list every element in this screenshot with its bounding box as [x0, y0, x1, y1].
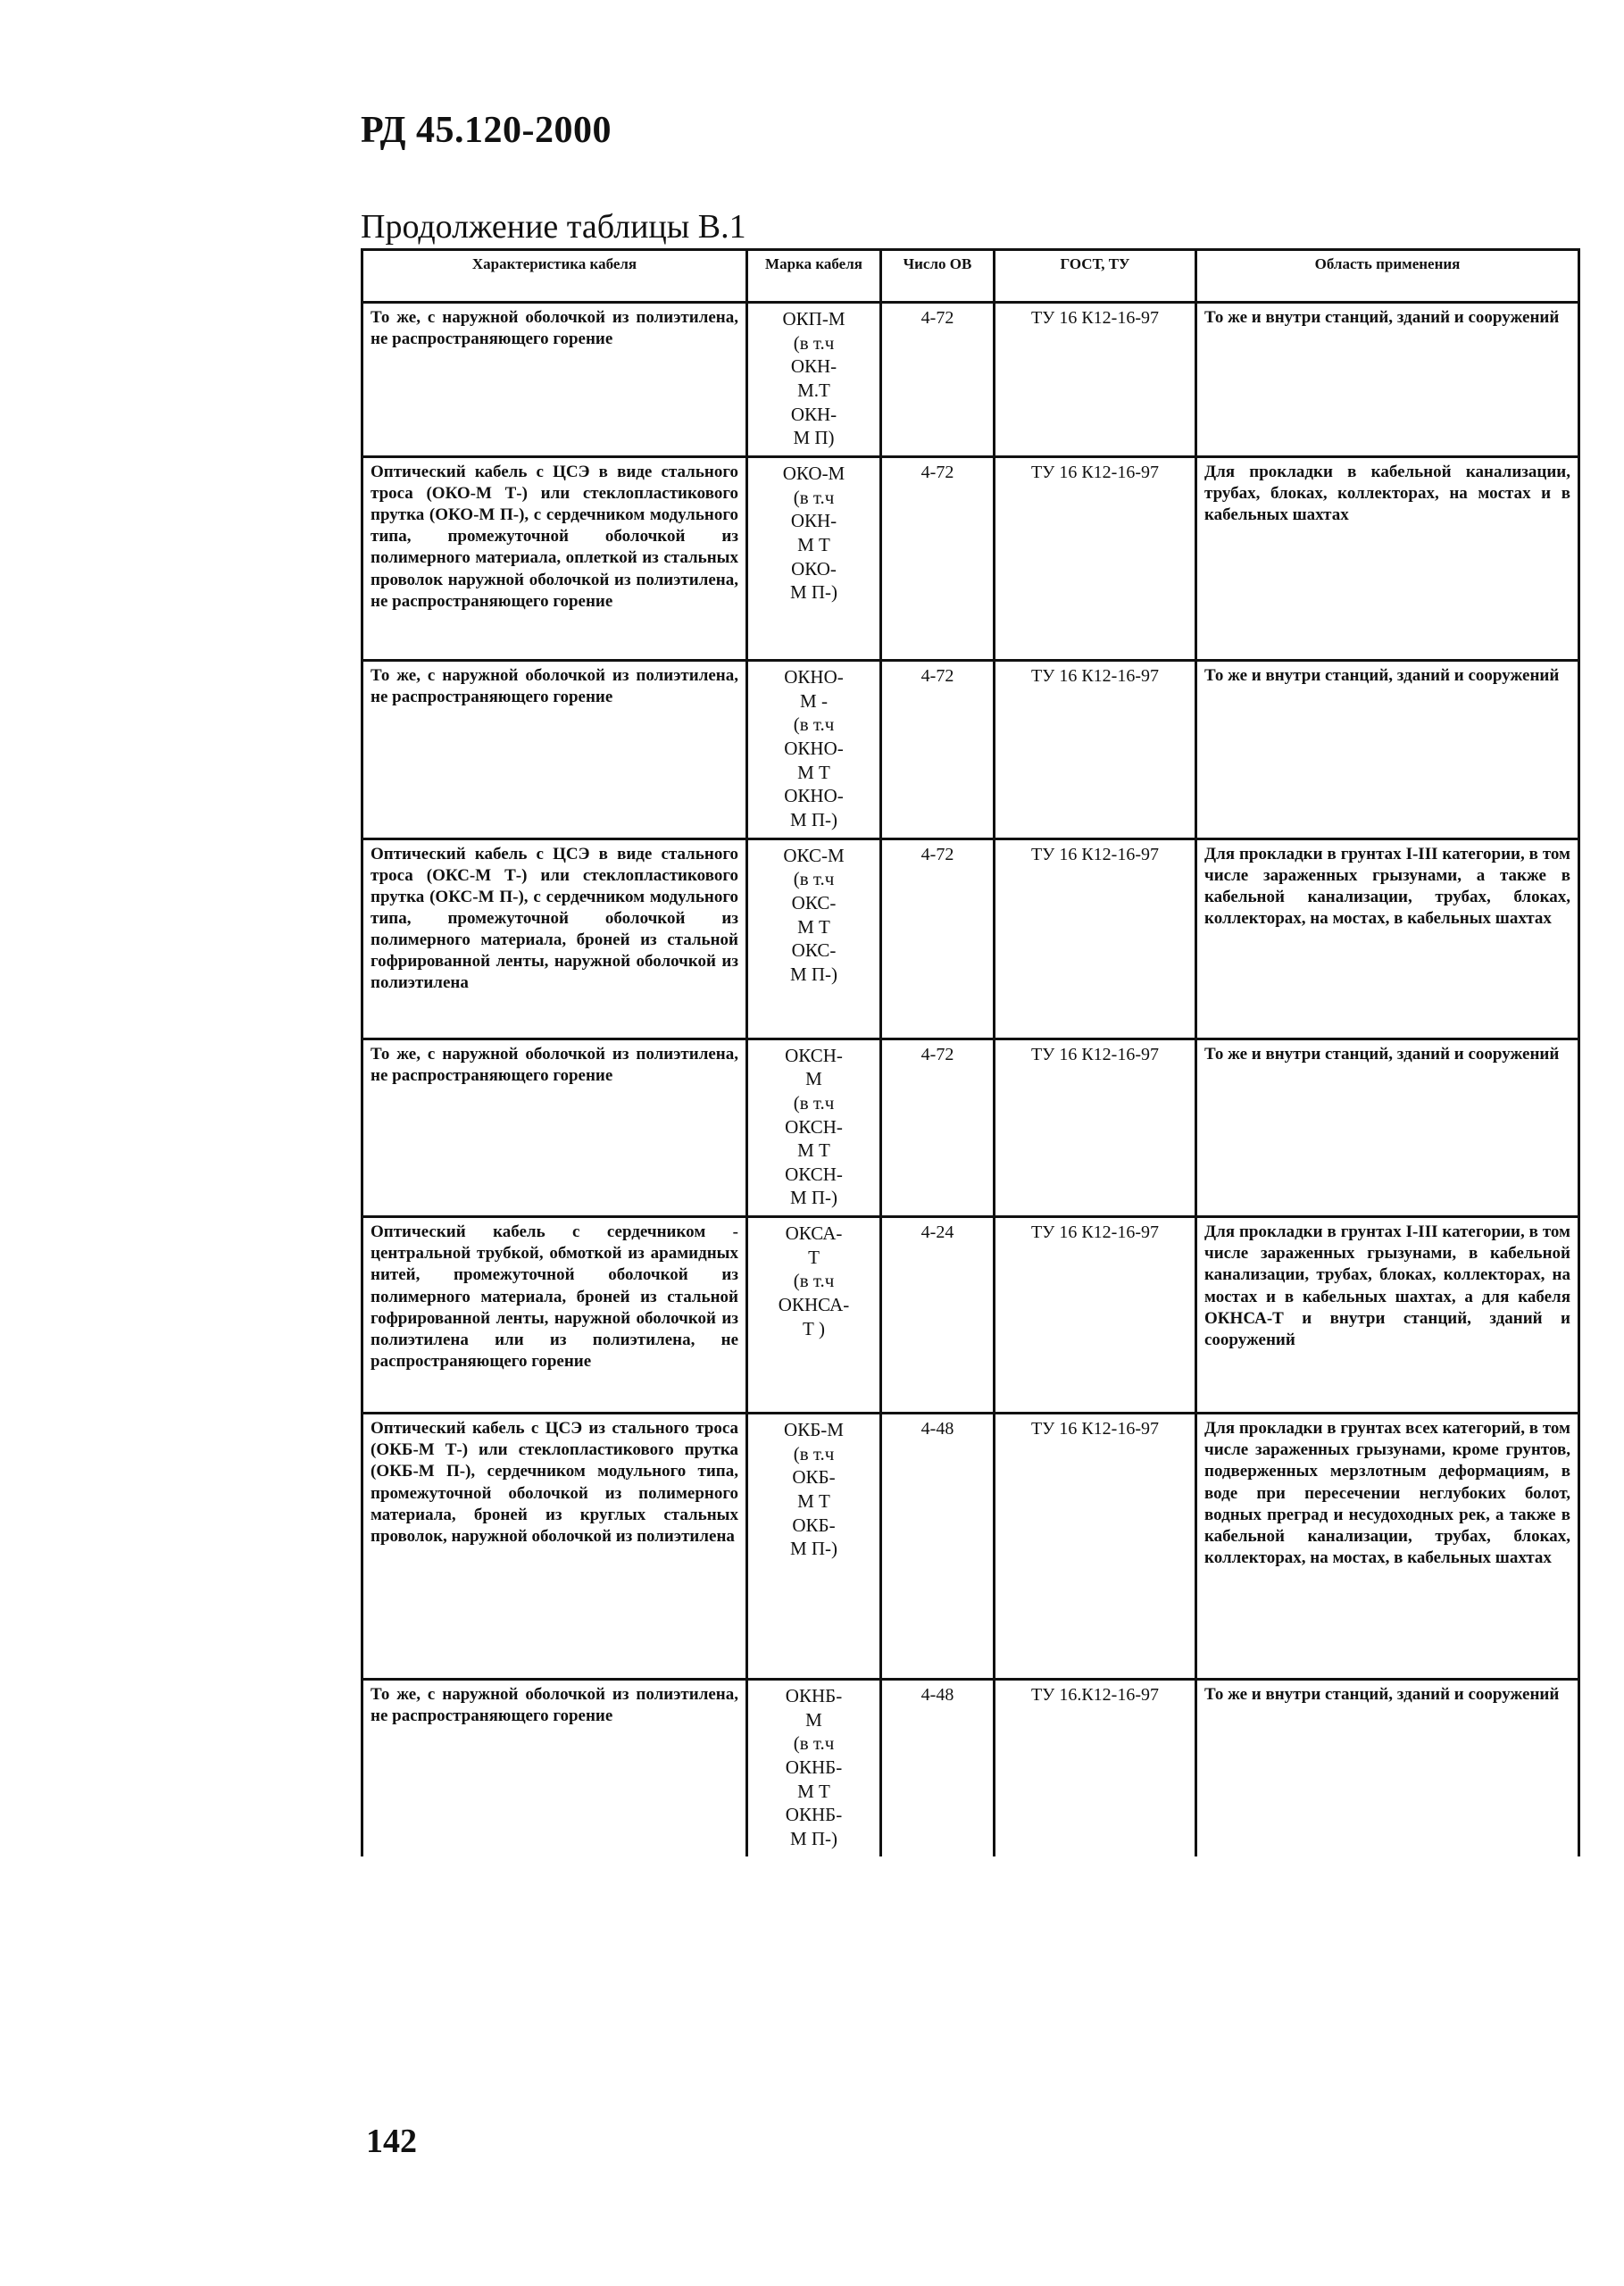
- table-caption: Продолжение таблицы В.1: [361, 208, 746, 246]
- cable-mark-line: М Т: [797, 915, 830, 938]
- table-row: [362, 456, 1579, 660]
- application-area: Для прокладки в кабельной канализации, трубах, блоках, коллекторах, на мостах и в кабельных шахтах: [1196, 456, 1579, 660]
- cable-mark-line: М П-): [789, 581, 838, 604]
- application-area: Для прокладки в грунтах I-III категории, в том числе зараженных грызунами, в кабельной канализации, трубах, блоках, коллекторах, на мостах и в кабельных шахтах, а для кабеля ОКНСА-Т и внутри станций, зданий и сооружений: [1196, 1217, 1579, 1414]
- cable-mark-line: Т ): [802, 1317, 826, 1339]
- fiber-count: 4-48: [881, 1680, 995, 1856]
- cable-mark: [747, 1039, 881, 1217]
- cable-mark-line: ОКО-М: [782, 462, 845, 484]
- standard-ref: ТУ 16 К12-16-97: [995, 456, 1196, 660]
- cable-mark: [747, 660, 881, 838]
- cable-mark-line: ОКН-: [790, 355, 837, 378]
- table-row: [362, 1680, 1579, 1856]
- cable-description: То же, с наружной оболочкой из полиэтилена, не распространяющего горение: [362, 1680, 747, 1856]
- fiber-count: 4-72: [881, 303, 995, 457]
- cable-mark-line: ОКНБ-: [785, 1756, 843, 1779]
- cable-mark-line: М Т: [797, 1490, 830, 1513]
- fiber-count: 4-72: [881, 456, 995, 660]
- cable-mark-line: М: [805, 1708, 822, 1731]
- cable-mark-line: М П-): [789, 1187, 838, 1209]
- cable-mark-line: (в т.ч: [793, 1732, 835, 1755]
- cable-mark: [747, 1414, 881, 1680]
- standard-ref: ТУ 16 К12-16-97: [995, 838, 1196, 1039]
- cable-mark-line: М Т: [797, 1139, 830, 1162]
- cable-mark-line: М П-): [789, 808, 838, 830]
- fiber-count: 4-72: [881, 1039, 995, 1217]
- cable-mark-line: ОКНО-: [784, 737, 844, 759]
- column-header-characteristics: Характеристика кабеля: [362, 250, 747, 303]
- cable-description: Оптический кабель с ЦСЭ из стального троса (ОКБ-М Т-) или стеклопластикового прутка (ОКБ-М П-), сердечником модульного типа, промежуточной оболочкой из полимерного материала, броней из круглых стальных проволок, наружной оболочкой из полиэтилена: [362, 1414, 747, 1680]
- cable-mark-line: (в т.ч: [793, 1442, 835, 1464]
- cable-mark-line: ОКНСА-: [778, 1294, 850, 1316]
- fiber-count: 4-72: [881, 660, 995, 838]
- cable-mark: [747, 838, 881, 1039]
- cable-mark-line: (в т.ч: [793, 713, 835, 736]
- cable-mark-line: ОКП-М: [782, 308, 845, 330]
- cable-mark-line: (в т.ч: [793, 868, 835, 890]
- column-header-standard: ГОСТ, ТУ: [995, 250, 1196, 303]
- cable-description: То же, с наружной оболочкой из полиэтилена, не распространяющего горение: [362, 303, 747, 457]
- cable-description: Оптический кабель с сердечником - центральной трубкой, обмоткой из арамидных нитей, промежуточной оболочкой из полимерного материала, броней из стальной гофрированной ленты, наружной оболочкой из полиэтилена или из полиэтилена, не распространяющего горение: [362, 1217, 747, 1414]
- cable-mark-line: ОКН-: [790, 403, 837, 425]
- cable-description: То же, с наружной оболочкой из полиэтилена, не распространяющего горение: [362, 1039, 747, 1217]
- standard-ref: ТУ 16.К12-16-97: [995, 1680, 1196, 1856]
- cable-mark-line: ОКО-: [791, 557, 837, 580]
- standard-ref: ТУ 16 К12-16-97: [995, 1217, 1196, 1414]
- cable-mark-line: М П-): [789, 1538, 838, 1560]
- cable-mark-line: (в т.ч: [793, 1091, 835, 1114]
- column-header-fiber-count: Число ОВ: [881, 250, 995, 303]
- cable-mark: [747, 303, 881, 457]
- cable-description: Оптический кабель с ЦСЭ в виде стального троса (ОКО-М Т-) или стеклопластикового прутка (ОКО-М П-), с сердечником модульного типа, промежуточной оболочкой из полимерного материала, оплеткой из стальных проволок наружной оболочкой из полиэтилена, не распространяющего горение: [362, 456, 747, 660]
- table-row: [362, 660, 1579, 838]
- cable-mark-line: ОКС-: [791, 891, 837, 914]
- standard-ref: ТУ 16 К12-16-97: [995, 303, 1196, 457]
- cable-mark-line: М П-): [789, 963, 838, 985]
- cable-mark-line: ОКБ-: [792, 1514, 836, 1536]
- application-area: То же и внутри станций, зданий и сооружений: [1196, 1680, 1579, 1856]
- application-area: То же и внутри станций, зданий и сооружений: [1196, 660, 1579, 838]
- table-row: [362, 1217, 1579, 1414]
- cable-mark-line: М.Т: [797, 379, 830, 401]
- column-header-cable-mark: Марка кабеля: [747, 250, 881, 303]
- table-row: [362, 838, 1579, 1039]
- application-area: Для прокладки в грунтах I-III категории, в том числе зараженных грызунами, а также в кабельной канализации, трубах, блоках, коллекторах, на мостах, в кабельных шахтах: [1196, 838, 1579, 1039]
- table-row: [362, 303, 1579, 457]
- document-code: РД 45.120-2000: [361, 110, 612, 151]
- application-area: Для прокладки в грунтах всех категорий, в том числе зараженных грызунами, кроме грунтов, подверженных мерзлотным деформациям, в воде при пересечении неглубоких болот, водных преград и несудоходных рек, а также в кабельной канализации, трубах, блоках, коллекторах, на мостах, в кабельных шахтах: [1196, 1414, 1579, 1680]
- cable-mark-line: М П): [793, 427, 835, 449]
- cable-mark-line: ОКНО-: [784, 665, 844, 688]
- cable-mark-line: ОКСН-: [785, 1115, 843, 1138]
- fiber-count: 4-48: [881, 1414, 995, 1680]
- standard-ref: ТУ 16 К12-16-97: [995, 660, 1196, 838]
- page-number: 142: [366, 2123, 417, 2160]
- cable-mark-line: М Т: [797, 1780, 830, 1802]
- cable-spec-table: [361, 248, 1580, 1856]
- cable-mark-line: (в т.ч: [793, 486, 835, 508]
- table-header-row: [362, 250, 1579, 303]
- cable-mark-line: ОКСА-: [785, 1222, 843, 1245]
- fiber-count: 4-24: [881, 1217, 995, 1414]
- cable-mark-line: ОКСН-: [785, 1163, 843, 1185]
- standard-ref: ТУ 16 К12-16-97: [995, 1039, 1196, 1217]
- cable-mark-line: ОКСН-: [785, 1044, 843, 1066]
- table-row: [362, 1414, 1579, 1680]
- cable-mark: [747, 1217, 881, 1414]
- fiber-count: 4-72: [881, 838, 995, 1039]
- cable-mark: [747, 1680, 881, 1856]
- cable-description: То же, с наружной оболочкой из полиэтилена, не распространяющего горение: [362, 660, 747, 838]
- cable-mark-line: ОКС-: [791, 939, 837, 962]
- cable-mark-line: М: [805, 1068, 822, 1090]
- cable-mark-line: М П-): [789, 1828, 838, 1850]
- table-row: [362, 1039, 1579, 1217]
- cable-mark-line: ОКБ-: [792, 1466, 836, 1489]
- cable-mark-line: (в т.ч: [793, 1270, 835, 1292]
- standard-ref: ТУ 16 К12-16-97: [995, 1414, 1196, 1680]
- cable-mark-line: ОКН-: [790, 510, 837, 532]
- cable-mark-line: М Т: [797, 533, 830, 555]
- cable-mark-line: М Т: [797, 761, 830, 783]
- cable-mark-line: ОКНО-: [784, 785, 844, 807]
- cable-mark-line: ОКНБ-: [785, 1804, 843, 1826]
- cable-mark-line: ОКНБ-: [785, 1685, 843, 1707]
- cable-mark: [747, 456, 881, 660]
- cable-mark-line: Т: [808, 1246, 820, 1268]
- cable-mark-line: ОКБ-М: [784, 1419, 844, 1441]
- cable-mark-line: М -: [800, 689, 828, 712]
- cable-mark-line: (в т.ч: [793, 331, 835, 354]
- column-header-application: Область применения: [1196, 250, 1579, 303]
- application-area: То же и внутри станций, зданий и сооружений: [1196, 303, 1579, 457]
- application-area: То же и внутри станций, зданий и сооружений: [1196, 1039, 1579, 1217]
- cable-mark-line: ОКС-М: [783, 844, 845, 866]
- cable-description: Оптический кабель с ЦСЭ в виде стального троса (ОКС-М Т-) или стеклопластикового прутка (ОКС-М П-), с сердечником модульного типа, промежуточной оболочкой из полимерного материала, броней из стальной гофрированной ленты, наружной оболочкой из полиэтилена: [362, 838, 747, 1039]
